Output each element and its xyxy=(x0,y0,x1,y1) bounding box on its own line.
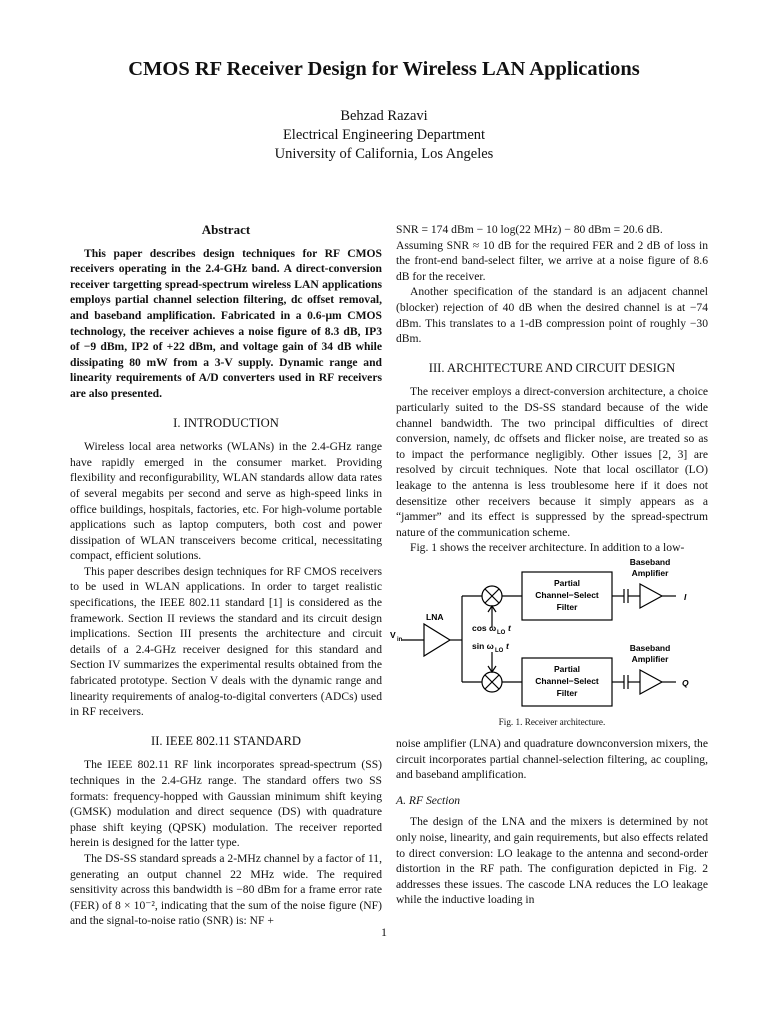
left-column xyxy=(70,222,382,929)
right-column-bottom xyxy=(396,736,708,908)
standard-paragraph-3: Assuming SNR ≈ 10 dB for the required FER and 2 dB of loss in the front-end band-select filter, we arrive at a noise figure of 8.6 dB for the receiver. xyxy=(396,238,708,283)
section-intro-heading: I. INTRODUCTION xyxy=(173,415,279,430)
top-filter-label-1: Partial xyxy=(554,578,580,588)
author-name: Behzad Razavi xyxy=(340,108,428,124)
output-q-label: Q xyxy=(682,678,689,688)
cos-t-label: t xyxy=(508,623,511,633)
cos-lo-subscript: LO xyxy=(497,630,506,636)
section-architecture-heading: III. ARCHITECTURE AND CIRCUIT DESIGN xyxy=(428,360,676,375)
output-i-label: I xyxy=(684,592,687,602)
abstract-heading: Abstract xyxy=(201,222,251,237)
architecture-paragraph-3: noise amplifier (LNA) and quadrature downconversion mixers, the circuit incorporates partial channel-selection filtering, ac coupling, and baseband amplification. xyxy=(396,737,708,782)
standard-paragraph-4: Another specification of the standard is an adjacent channel (blocker) rejection of 40 dB when the desired channel is at −74 dBm. This translates to a 1-dB compression point of roughly −30 dBm. xyxy=(396,285,708,346)
abstract-text: This paper describes design techniques for RF CMOS receivers operating in the 2.4-GHz band. A direct-conversion receiver targetting spread-spectrum wireless LAN applications employs partial channel selection filtering, dc offset removal, and baseband amplification. Fabricated in a 0.6-μm CMOS technology, the receiver achieves a noise figure of 8.3 dB, IP3 of −9 dBm, IP2 of +22 dBm, and voltage gain of 34 dB while dissipating 80 mW from a 3-V supply. Dynamic range and linearity requirements of A/D converters used in RF receivers are also presented. xyxy=(70,246,382,400)
figure-caption: Fig. 1. Receiver architecture. xyxy=(498,717,606,727)
receiver-architecture-figure xyxy=(388,556,718,716)
author-department: Electrical Engineering Department xyxy=(282,127,486,143)
sin-t-label: t xyxy=(506,641,509,651)
right-column-top xyxy=(396,222,708,556)
bottom-baseband-label-2: Amplifier xyxy=(631,654,669,664)
top-filter-label-3: Filter xyxy=(556,602,578,612)
lna-amplifier-icon xyxy=(424,624,450,656)
top-baseband-amplifier-icon xyxy=(640,584,662,608)
intro-paragraph-1: Wireless local area networks (WLANs) in the 2.4-GHz range have rapidly emerged in the consumer market. Providing flexibility and reconfigurability, WLAN standards allow data rates of several megabits per second and serve as high-speed links in office buildings, hospitals, factories, etc. For high-volume portable applications such as laptop computers, both cost and power dissipation of WLAN transceivers become critical, necessitating compact, efficient solutions. xyxy=(70,440,382,563)
author-university: University of California, Los Angeles xyxy=(274,146,494,162)
sin-lo-label: sin ω xyxy=(472,641,494,651)
architecture-paragraph-2: Fig. 1 shows the receiver architecture. In addition to a low- xyxy=(410,541,685,555)
paper-title: CMOS RF Receiver Design for Wireless LAN Applications xyxy=(128,58,640,80)
bottom-baseband-label-1: Baseband xyxy=(629,643,671,653)
standard-paragraph-1: The IEEE 802.11 RF link incorporates spread-spectrum (SS) techniques in the 2.4-GHz range. The standard offers two SS formats: frequency-hopped with Gaussian minimum shift keying (GMSK) modulation and direct sequence (DS) with quadrature phase shift keying (QPSK) modulation. The receiver reported herein is designed for the latter type. xyxy=(70,758,382,850)
vin-label: V xyxy=(390,630,396,640)
section-standard-heading: II. IEEE 802.11 STANDARD xyxy=(151,733,301,748)
cos-lo-label: cos ω xyxy=(472,623,497,633)
bottom-filter-label-2: Channel−Select xyxy=(535,676,599,686)
rf-paragraph-1: The design of the LNA and the mixers is determined by not only noise, linearity, and gain requirements, but also effects related to direct conversion: LO leakage to the antenna and second-order distortion in the RF path. The configuration depicted in Fig. 2 addresses these issues. The cascode LNA reduces the LO leakage while the inductive loading in xyxy=(396,815,708,907)
bottom-filter-label-3: Filter xyxy=(556,688,578,698)
bottom-baseband-amplifier-icon xyxy=(640,670,662,694)
top-baseband-label-2: Amplifier xyxy=(631,568,669,578)
intro-paragraph-2: This paper describes design techniques for RF CMOS receivers to be used in WLAN applications. In order to target realistic specifications, the IEEE 802.11 standard [1] is considered as the framework. Section II reviews the standard and its circuit design implications. Section III presents the architecture and circuit details of a 2.4-GHz receiver designed for this standard and Section IV summarizes the experimental results obtained from the fabricated prototype. Section V deals with the dynamic range and linearity requirements of analog-to-digital converters (ADCs) used in RF receivers. xyxy=(70,564,382,719)
bottom-filter-label-1: Partial xyxy=(554,664,580,674)
page-number: 1 xyxy=(381,925,387,939)
top-baseband-label-1: Baseband xyxy=(629,557,671,567)
lna-label: LNA xyxy=(426,612,444,622)
vin-subscript: in xyxy=(397,637,403,643)
architecture-paragraph-1: The receiver employs a direct-conversion architecture, a choice particularly suited to the DS-SS standard because of the wide channel bandwidth. The two principal difficulties of direct conversion, namely, dc offsets and flicker noise, are treated so as to impact the performance negligibly. Other issues [2, 3] are resolved by circuit techniques. Note that local oscillator (LO) leakage to the antenna is less troublesome here if it does not desensitize other receivers because it simply appears as a “jammer” and its effect is suppressed by the spread-spectrum nature of the communication scheme. xyxy=(396,385,708,539)
sin-lo-subscript: LO xyxy=(495,648,504,654)
rf-section-heading: A. RF Section xyxy=(396,793,461,807)
snr-equation: SNR = 174 dBm − 10 log(22 MHz) − 80 dBm = 20.6 dB. xyxy=(396,223,663,236)
top-filter-label-2: Channel−Select xyxy=(535,590,599,600)
standard-paragraph-2: The DS-SS standard spreads a 2-MHz channel by a factor of 11, generating an output channel 22 MHz wide. The required sensitivity across this bandwidth is −80 dBm for a frame error rate (FER) of 8 × 10⁻², indicating that the sum of the noise figure (NF) and the signal-to-noise ratio (SNR) is: NF + xyxy=(70,851,382,928)
